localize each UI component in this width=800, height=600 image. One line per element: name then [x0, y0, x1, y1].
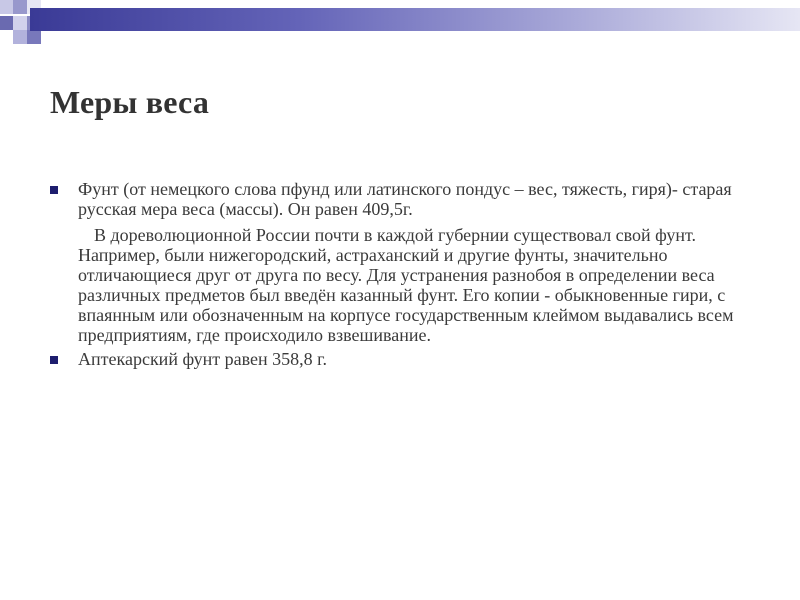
bullet-paragraph: Фунт (от немецкого слова пфунд или латинского пондус – вес, тяжесть, гиря)- старая русская мера веса (массы). Он равен 409,5г.: [78, 179, 732, 219]
bullet-item-funt: [50, 179, 750, 345]
slide-body: [50, 179, 750, 369]
square-bullet-icon: [50, 356, 58, 364]
decorative-square: [0, 0, 14, 14]
decorative-square: [27, 30, 41, 44]
decorative-square: [13, 0, 27, 14]
gradient-bar: [30, 8, 800, 31]
decorative-square: [13, 16, 27, 30]
bullet-paragraph: В дореволюционной России почти в каждой губернии существовал свой фунт. Например, были нижегородский, астраханский и другие фунты, значительно отличающиеся друг от друга по весу. Для устранения разнобоя в определении веса различных предметов был введён казанный фунт. Его копии - обыкновенные гири, с впаянным или обозначенным на корпусе государственным клеймом выдавались всем предприятиям, где происходило взвешивание.: [78, 225, 734, 345]
decorative-header-band: [0, 0, 800, 46]
slide-title: Меры веса: [50, 84, 210, 120]
decorative-square: [13, 30, 27, 44]
square-bullet-icon: [50, 186, 58, 194]
decorative-square: [0, 16, 14, 30]
bullet-paragraph: Аптекарский фунт равен 358,8 г.: [78, 349, 328, 369]
bullet-item-apothecary-funt: [50, 349, 750, 369]
